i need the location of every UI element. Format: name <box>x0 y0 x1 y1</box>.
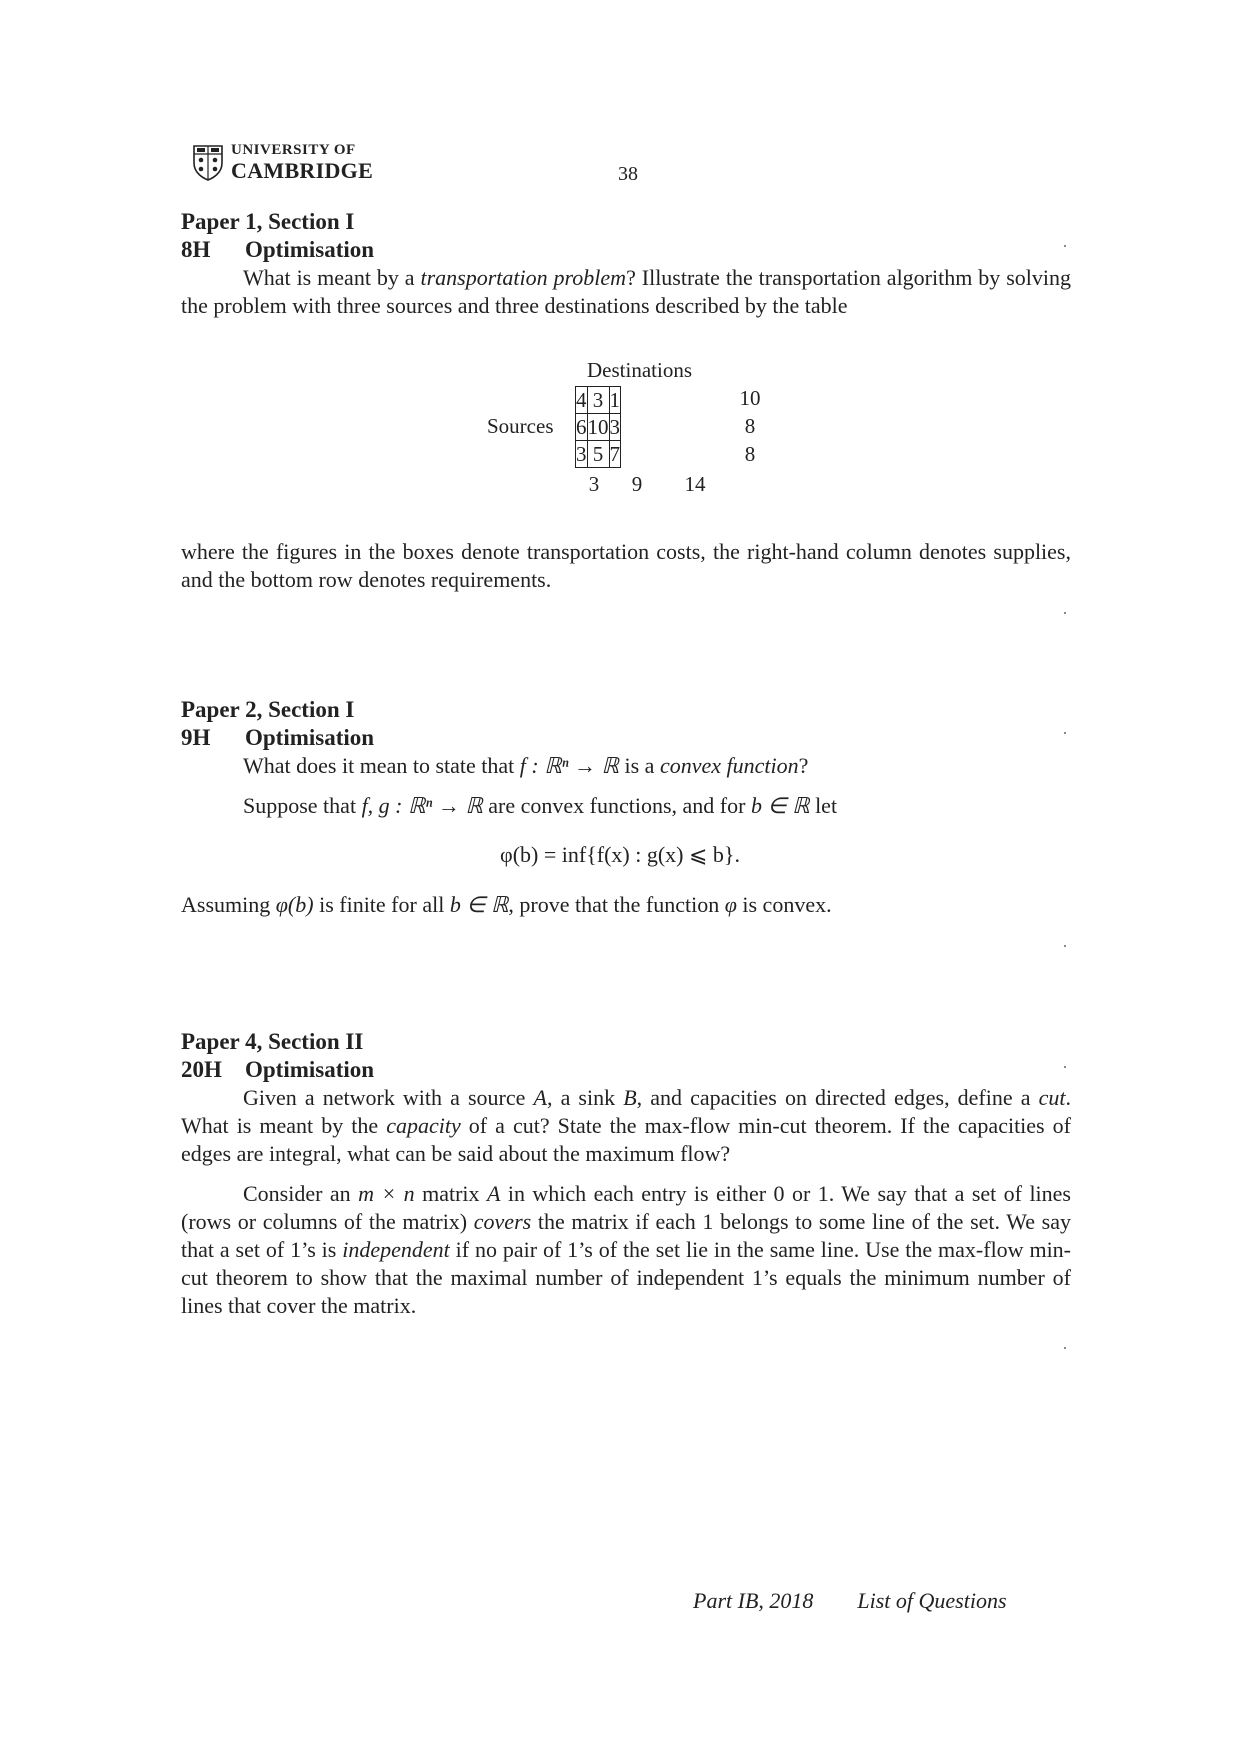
cost-cell: 4 <box>576 388 587 412</box>
math: B <box>623 1085 637 1110</box>
page-header <box>193 143 1053 193</box>
text: ? <box>798 753 809 778</box>
margin-mark <box>1064 732 1066 734</box>
text: Given a network with a source <box>243 1085 534 1110</box>
text: of a cut? State the max-flow min-cut theorem. If the capacities of edges are integral, what can be said about the maximum flow? <box>181 1113 1071 1166</box>
question-title <box>181 236 1071 264</box>
text: What does it mean to state that <box>243 753 520 778</box>
emphasis: transportation problem <box>420 265 627 290</box>
footer-list: List of Questions <box>857 1588 1007 1613</box>
text: , prove that the function <box>508 892 725 917</box>
table-row <box>576 441 621 468</box>
text: Assuming <box>181 892 276 917</box>
math: f, g : ℝⁿ → ℝ <box>361 793 483 818</box>
text: matrix <box>414 1181 487 1206</box>
section-heading: Paper 2, Section I <box>181 697 355 722</box>
requirement-value: 3 <box>588 472 600 496</box>
question-paragraph <box>181 1084 1071 1168</box>
crest-icon <box>193 145 223 181</box>
text: in which each entry is either 0 or 1. We say that a set of lines (rows or columns of the matrix) <box>181 1181 1071 1234</box>
text: Suppose that <box>243 793 362 818</box>
emphasis: convex function <box>659 753 799 778</box>
question-8h-continued <box>181 538 1071 594</box>
text: if no pair of 1’s of the set lie in the same line. Use the max-flow min-cut theorem to show that the maximal number of independent 1’s equals the minimum number of lines that cover the matrix. <box>181 1237 1072 1318</box>
math: φ <box>724 892 737 917</box>
question-9h <box>181 696 1071 820</box>
margin-mark <box>1064 945 1066 947</box>
question-paragraph <box>181 891 1071 919</box>
supply-value: 8 <box>744 442 756 466</box>
phi-definition-formula: φ(b) = inf{f(x) : g(x) ⩽ b}. <box>500 842 740 867</box>
question-paragraph <box>181 264 1071 320</box>
margin-mark <box>1064 1066 1066 1068</box>
cost-cell: 3 <box>587 387 609 414</box>
emphasis: independent <box>342 1237 450 1262</box>
cost-cell: 10 <box>587 415 609 439</box>
requirement-value: 14 <box>684 472 706 496</box>
text: , and capacities on directed edges, define a <box>636 1085 1039 1110</box>
question-paragraph: where the figures in the boxes denote transportation costs, the right-hand column denotes supplies, and the bottom row denotes requirements. <box>181 539 1071 592</box>
university-logo <box>193 143 373 182</box>
requirement-value: 9 <box>631 472 643 496</box>
logo-line-2: CAMBRIDGE <box>231 158 374 183</box>
math: m × n <box>358 1181 415 1206</box>
cost-cell: 5 <box>587 441 609 468</box>
text: is convex. <box>736 892 832 917</box>
text: ? Illustrate the transportation algorithm by solving the problem with three sources and three destinations described by the table <box>181 265 1071 318</box>
table-row <box>576 414 621 441</box>
margin-mark <box>1064 245 1066 247</box>
cost-cell: 7 <box>609 442 620 466</box>
cost-cell: 3 <box>576 442 587 466</box>
text: is finite for all <box>313 892 450 917</box>
question-number: 8H <box>181 237 211 262</box>
text: , a sink <box>546 1085 624 1110</box>
logo-line-1: UNIVERSITY OF <box>231 142 356 158</box>
cost-matrix <box>575 386 621 468</box>
question-number: 20H <box>181 1057 222 1082</box>
supply-value: 8 <box>744 414 756 438</box>
destinations-label: Destinations <box>587 358 692 382</box>
math: A <box>486 1181 501 1206</box>
text: What is meant by a <box>243 265 421 290</box>
math: f : ℝⁿ → ℝ <box>519 753 619 778</box>
cost-cell: 6 <box>576 415 587 439</box>
text: the matrix if each 1 belongs to some line of the set. We say that a set of 1’s is <box>181 1209 1072 1262</box>
question-9h-continued <box>181 891 1071 919</box>
section-heading: Paper 4, Section II <box>181 1029 364 1054</box>
math: b ∈ ℝ <box>449 892 509 917</box>
question-title <box>181 1056 1071 1084</box>
page-footer <box>693 1588 1007 1614</box>
math: A <box>533 1085 547 1110</box>
math: φ(b) <box>275 892 314 917</box>
text: . What is meant by the <box>181 1085 1071 1138</box>
question-paragraph <box>181 752 1071 780</box>
question-number: 9H <box>181 725 211 750</box>
emphasis: covers <box>473 1209 532 1234</box>
question-paragraph <box>181 1180 1071 1320</box>
text: Consider an <box>243 1181 359 1206</box>
supply-value: 10 <box>739 386 761 410</box>
cost-cell: 1 <box>609 388 620 412</box>
table-row <box>576 387 621 414</box>
question-title <box>181 724 1071 752</box>
text: let <box>809 793 838 818</box>
section-heading: Paper 1, Section I <box>181 209 355 234</box>
emphasis: capacity <box>386 1113 461 1138</box>
page-number: 38 <box>618 163 638 185</box>
cost-cell: 3 <box>609 415 620 439</box>
question-topic: Optimisation <box>245 725 375 750</box>
question-8h <box>181 208 1071 320</box>
question-topic: Optimisation <box>245 237 375 262</box>
question-paragraph <box>181 792 1071 820</box>
footer-part: Part IB, 2018 <box>693 1588 814 1613</box>
emphasis: cut <box>1038 1085 1066 1110</box>
sources-label: Sources <box>487 414 554 438</box>
question-topic: Optimisation <box>245 1057 375 1082</box>
question-20h <box>181 1028 1071 1320</box>
text: is a <box>618 753 660 778</box>
margin-mark <box>1064 612 1066 614</box>
margin-mark <box>1064 1347 1066 1349</box>
math: b ∈ ℝ <box>750 793 810 818</box>
text: are convex functions, and for <box>482 793 751 818</box>
